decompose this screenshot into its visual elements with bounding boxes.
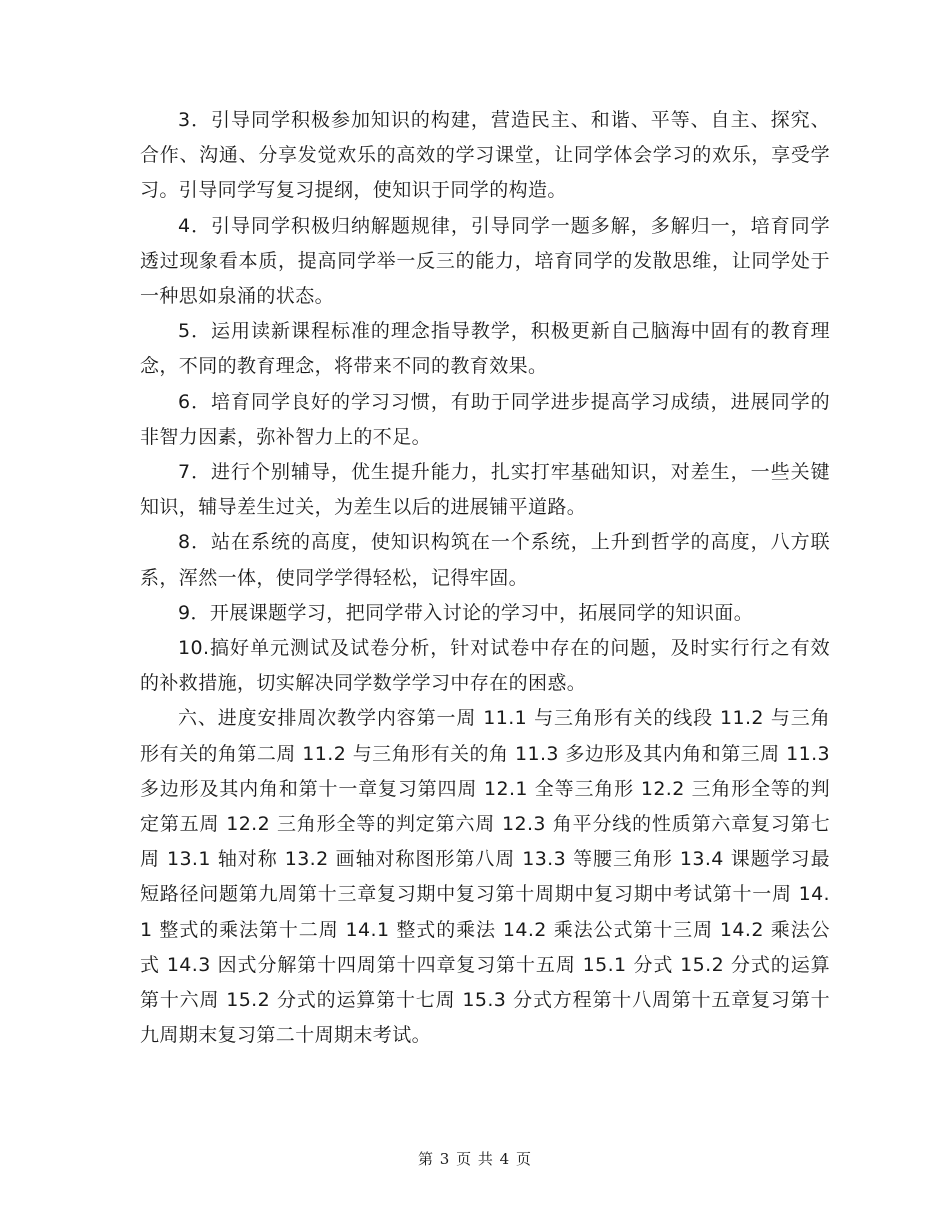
paragraph-item-10: 10.搞好单元测试及试卷分析，针对试卷中存在的问题，及时实行行之有效的补救措施，切实解决同学数学学习中存在的困惑。 xyxy=(140,637,830,695)
paragraph-item-9: 9．开展课题学习，把同学带入讨论的学习中，拓展同学的知识面。 xyxy=(178,601,754,624)
document-body xyxy=(140,103,830,1053)
schedule-paragraph: 六、进度安排周次教学内容第一周 11.1 与三角形有关的线段 11.2 与三角形有关的角第二周 11.2 与三角形有关的角 11.3 多边形及其内角和第三周 11.3 多边形及其内角和第十一章复习第四周 12.1 全等三角形 12.2 三角形全等的判定第五周 12.2 三角形全等的判定第六周 12.3 角平分线的性质第六章复习第七周 13.1 轴对称 13.2 画轴对称图形第八周 13.3 等腰三角形 13.4 课题学习最短路径问题第九周第十三章复习期中复习第十周期中复习期中考试第十一周 14.1 整式的乘法第十二周 14.1 整式的乘法 14.2 乘法公式第十三周 14.2 乘法公式 14.3 因式分解第十四周第十四章复习第十五周 15.1 分式 15.2 分式的运算第十六周 15.2 分式的运算第十七周 15.3 分式方程第十八周第十五章复习第十九周期末复习第二十周期末考试。 xyxy=(140,707,830,1047)
paragraph-item-8: 8．站在系统的高度，使知识构筑在一个系统，上升到哲学的高度，八方联系，浑然一体，使同学学得轻松，记得牢固。 xyxy=(140,531,830,589)
page-number-footer: 第 3 页 共 4 页 xyxy=(418,1150,532,1168)
paragraph-item-7: 7．进行个别辅导，优生提升能力，扎实打牢基础知识，对差生，一些关键知识，辅导差生过关，为差生以后的进展铺平道路。 xyxy=(140,461,830,519)
paragraph-item-3: 3．引导同学积极参加知识的构建，营造民主、和谐、平等、自主、探究、合作、沟通、分享发觉欢乐的高效的学习课堂，让同学体会学习的欢乐，享受学习。引导同学写复习提纲，使知识于同学的构造。 xyxy=(140,109,830,202)
paragraph-item-6: 6．培育同学良好的学习习惯，有助于同学进步提高学习成绩，进展同学的非智力因素，弥补智力上的不足。 xyxy=(140,390,830,448)
paragraph-item-5: 5．运用读新课程标准的理念指导教学，积极更新自己脑海中固有的教育理念，不同的教育理念，将带来不同的教育效果。 xyxy=(140,320,830,378)
paragraph-item-4: 4．引导同学积极归纳解题规律，引导同学一题多解，多解归一，培育同学透过现象看本质，提高同学举一反三的能力，培育同学的发散思维，让同学处于一种思如泉涌的状态。 xyxy=(140,214,830,308)
